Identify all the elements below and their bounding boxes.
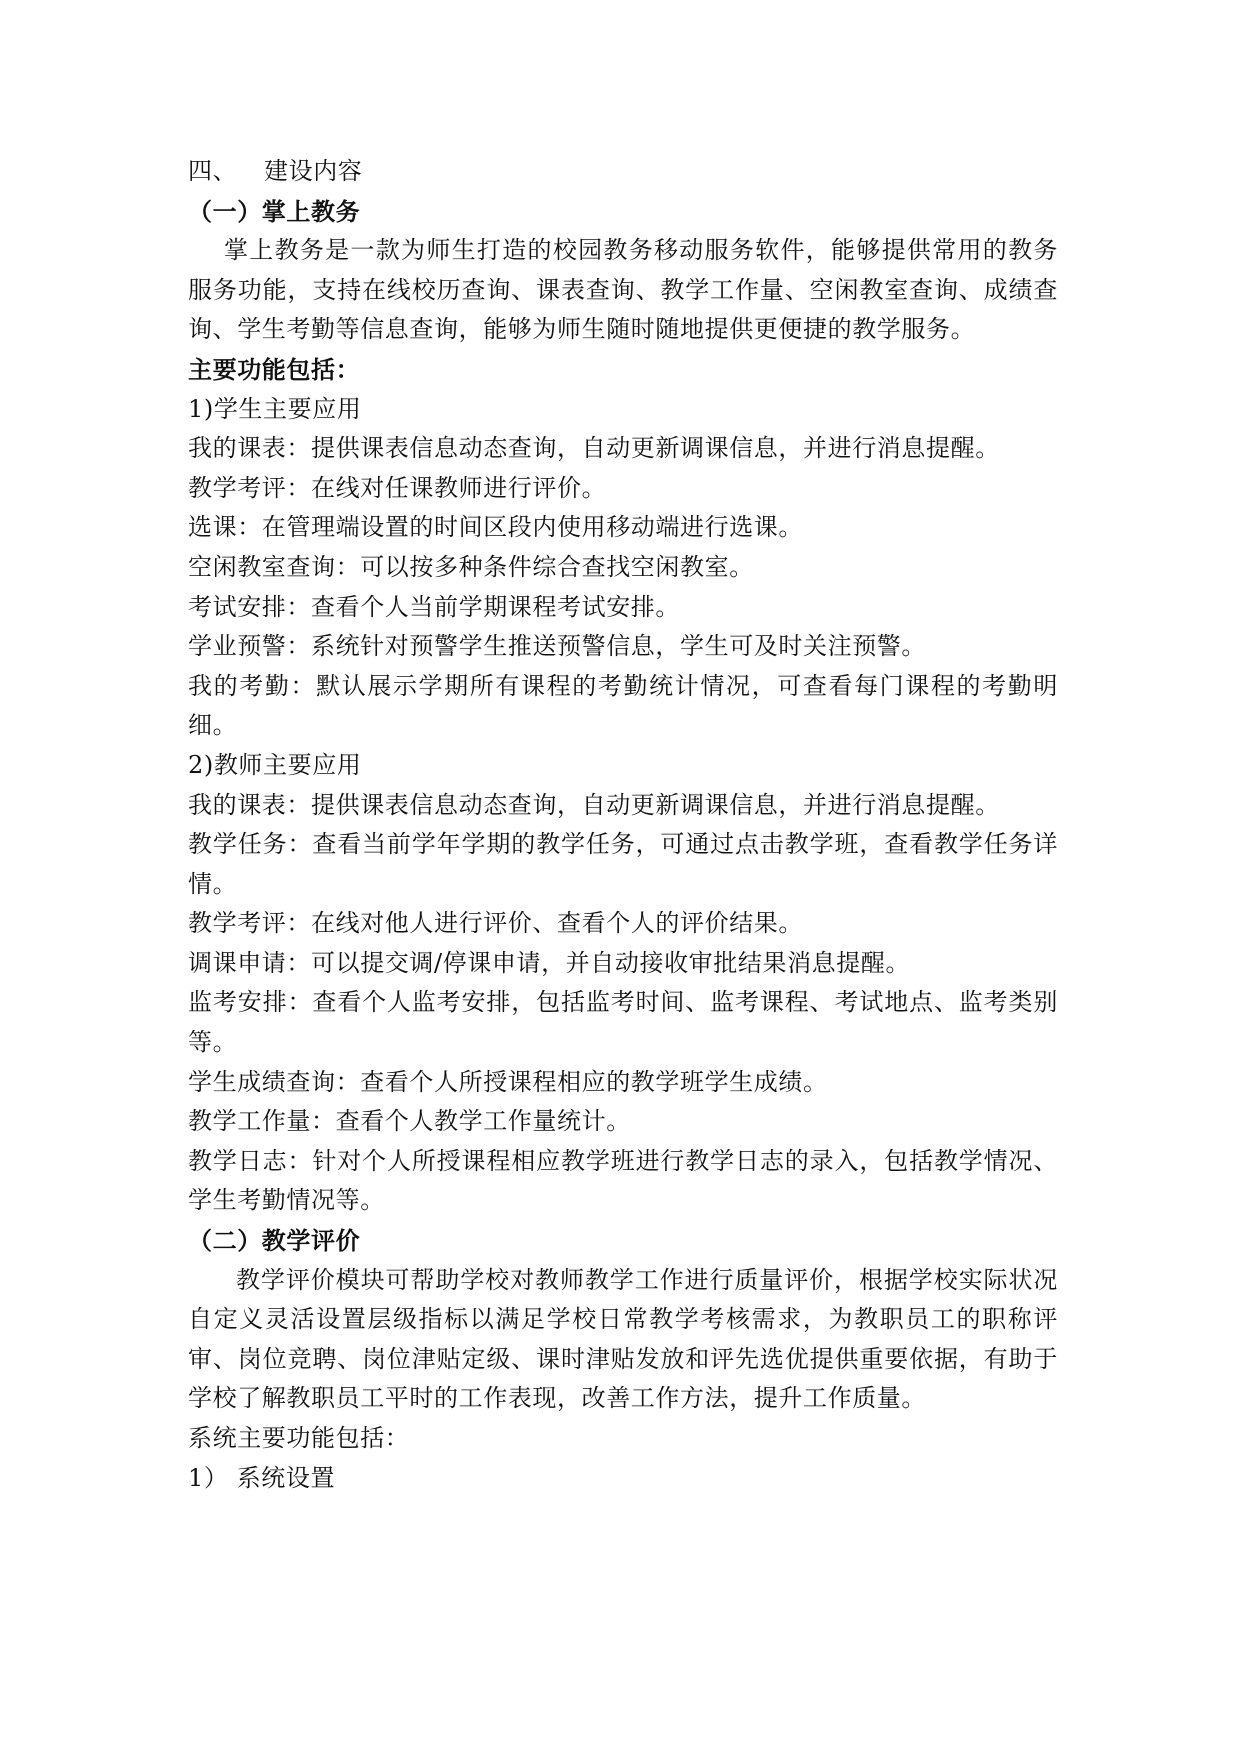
document-page xyxy=(188,152,1058,1498)
part2-heading: （二）教学评价 xyxy=(188,1226,361,1256)
part1-intro: 掌上教务是一款为师生打造的校园教务移动服务软件，能够提供常用的教务服务功能，支持在线校历查询、课表查询、教学工作量、空闲教室查询、成绩查询、学生考勤等信息查询，能够为师生随时随地提供更便捷的教学服务。 xyxy=(188,236,1058,344)
student-app-item: 我的考勤：默认展示学期所有课程的考勤统计情况，可查看每门课程的考勤明细。 xyxy=(188,671,1058,740)
teacher-app-item: 学生成绩查询：查看个人所授课程相应的教学班学生成绩。 xyxy=(188,1067,828,1096)
part2-functions-heading: 系统主要功能包括： xyxy=(188,1424,410,1452)
student-apps-heading: 1)学生主要应用 xyxy=(188,394,362,423)
teacher-app-item: 调课申请：可以提交调/停课申请，并自动接收审批结果消息提醒。 xyxy=(188,948,911,977)
student-app-item: 空闲教室查询：可以按多种条件综合查找空闲教室。 xyxy=(188,552,754,581)
student-app-item: 考试安排：查看个人当前学期课程考试安排。 xyxy=(188,592,680,621)
section-heading xyxy=(188,152,1058,192)
student-app-item: 学业预警：系统针对预警学生推送预警信息，学生可及时关注预警。 xyxy=(188,632,926,661)
teacher-app-item: 教学工作量：查看个人教学工作量统计。 xyxy=(188,1107,631,1136)
teacher-app-item: 教学考评：在线对他人进行评价、查看个人的评价结果。 xyxy=(188,909,803,938)
teacher-app-item: 教学日志：针对个人所授课程相应教学班进行教学日志的录入，包括教学情况、学生考勤情况等。 xyxy=(188,1146,1058,1215)
teacher-app-item: 教学任务：查看当前学年学期的教学任务，可通过点击教学班，查看教学任务详情。 xyxy=(188,830,1058,898)
teacher-apps-heading: 2)教师主要应用 xyxy=(188,750,362,779)
student-apps-list xyxy=(188,429,1058,746)
teacher-app-item: 我的课表：提供课表信息动态查询，自动更新调课信息，并进行消息提醒。 xyxy=(188,790,1000,819)
section-title: 建设内容 xyxy=(264,157,363,185)
student-app-item: 教学考评：在线对任课教师进行评价。 xyxy=(188,473,607,502)
part2-intro: 教学评价模块可帮助学校对教师教学工作进行质量评价，根据学校实际状况自定义灵活设置层级指标以满足学校日常教学考核需求，为教职员工的职称评审、岗位竞聘、岗位津贴定级、课时津贴发放和评先选优提供重要依据，有助于学校了解教职员工平时的工作表现，改善工作方法，提升工作质量。 xyxy=(188,1265,1058,1413)
student-app-item: 选课：在管理端设置的时间区段内使用移动端进行选课。 xyxy=(188,513,803,542)
part1-heading: （一）掌上教务 xyxy=(188,196,361,226)
teacher-app-item: 监考安排：查看个人监考安排，包括监考时间、监考课程、考试地点、监考类别等。 xyxy=(188,988,1058,1057)
part2-sub-heading: 1） 系统设置 xyxy=(188,1463,336,1492)
student-app-item: 我的课表：提供课表信息动态查询，自动更新调课信息，并进行消息提醒。 xyxy=(188,434,1000,463)
teacher-apps-list xyxy=(188,786,1058,1222)
section-number: 四、 xyxy=(188,157,238,185)
part1-functions-heading: 主要功能包括： xyxy=(188,354,361,384)
